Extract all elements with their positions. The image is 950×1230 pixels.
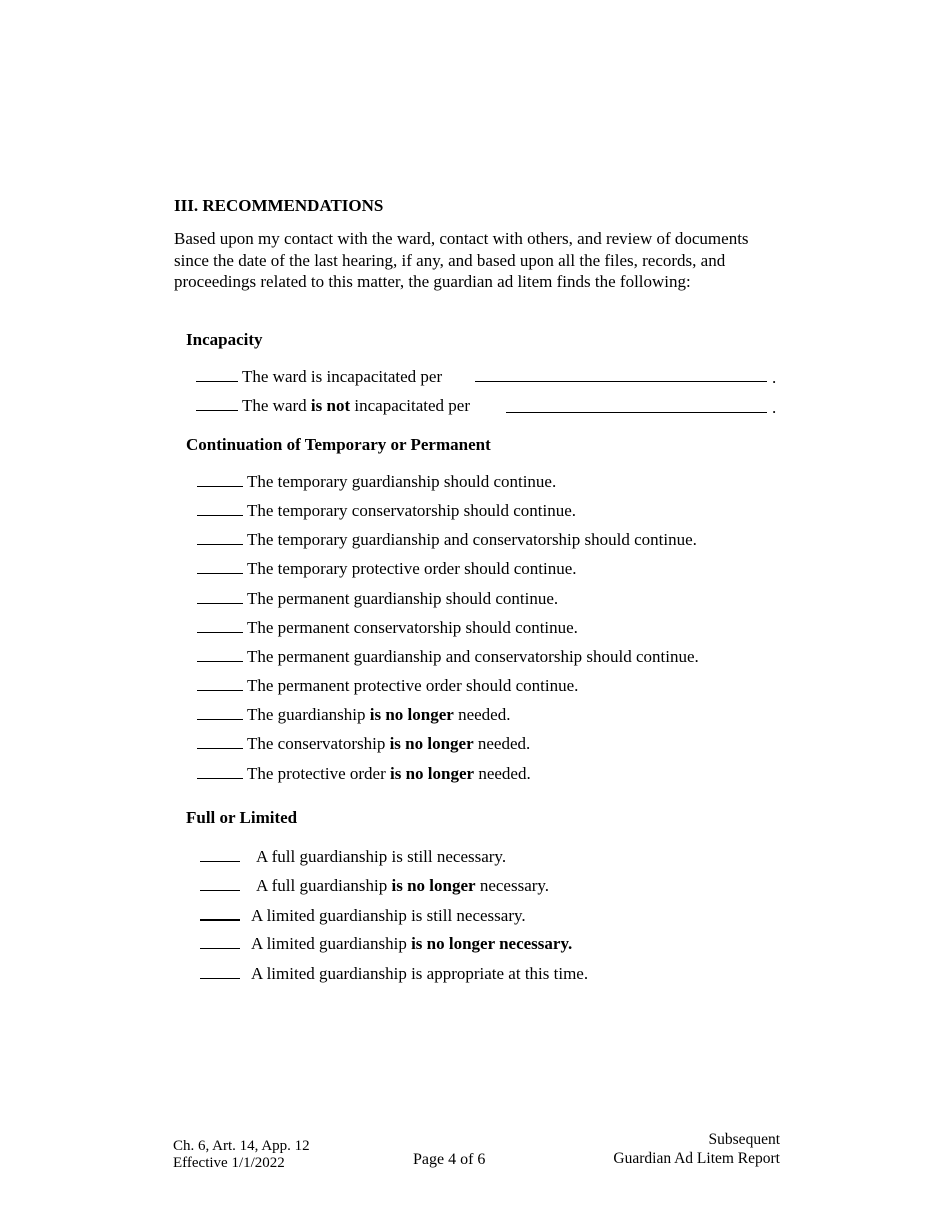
continuation-option: The permanent guardianship and conservatorship should continue. — [197, 646, 699, 667]
full-limited-option: A limited guardianship is no longer necessary. — [200, 933, 572, 954]
continuation-option: The permanent guardianship should continue. — [197, 588, 558, 609]
footer-citation: Ch. 6, Art. 14, App. 12 Effective 1/1/2022 — [173, 1138, 310, 1171]
incapacity-option-not-incapacitated: The ward is not incapacitated per — [196, 395, 470, 416]
continuation-heading: Continuation of Temporary or Permanent — [186, 435, 491, 454]
checkmark-blank[interactable] — [200, 933, 240, 949]
checkmark-blank[interactable] — [197, 588, 243, 604]
incapacity-period: . — [772, 368, 777, 387]
incapacity-period: . — [772, 398, 777, 417]
continuation-option: The conservatorship is no longer needed. — [197, 733, 530, 754]
checkmark-blank[interactable] — [197, 646, 243, 662]
checkmark-blank[interactable] — [200, 846, 240, 862]
continuation-option: The guardianship is no longer needed. — [197, 704, 510, 725]
checkmark-blank[interactable] — [196, 395, 238, 411]
checkmark-blank[interactable] — [196, 366, 238, 382]
continuation-option: The temporary guardianship should continue. — [197, 471, 556, 492]
page-number: Page 4 of 6 — [413, 1151, 486, 1168]
full-limited-heading: Full or Limited — [186, 808, 298, 827]
intro-paragraph: Based upon my contact with the ward, contact with others, and review of documents since the date of the last hearing, if any, and based upon all the files, records, and proceedings related to this matter, the guardian ad litem finds the following: — [174, 229, 749, 291]
checkmark-blank[interactable] — [200, 963, 240, 979]
full-limited-option: A full guardianship is no longer necessary. — [200, 875, 549, 896]
continuation-option: The temporary conservatorship should continue. — [197, 500, 576, 521]
checkmark-blank[interactable] — [197, 617, 243, 633]
incapacitated-per-blank[interactable] — [475, 366, 767, 382]
continuation-option: The protective order is no longer needed. — [197, 763, 531, 784]
full-limited-option: A full guardianship is still necessary. — [200, 846, 506, 867]
checkmark-blank[interactable] — [197, 529, 243, 545]
continuation-option: The permanent conservatorship should continue. — [197, 617, 578, 638]
continuation-option: The temporary guardianship and conservatorship should continue. — [197, 529, 697, 550]
incapacity-option-incapacitated: The ward is incapacitated per — [196, 366, 442, 387]
footer-form-title: Subsequent Guardian Ad Litem Report — [613, 1131, 780, 1167]
incapacity-heading: Incapacity — [186, 330, 263, 349]
checkmark-blank[interactable] — [197, 675, 243, 691]
continuation-option: The permanent protective order should continue. — [197, 675, 578, 696]
not-incapacitated-per-blank[interactable] — [506, 397, 767, 413]
checkmark-blank[interactable] — [197, 704, 243, 720]
checkmark-blank[interactable] — [197, 763, 243, 779]
full-limited-option: A limited guardianship is appropriate at this time. — [200, 963, 588, 984]
checkmark-blank[interactable] — [200, 904, 240, 921]
section-title: III. RECOMMENDATIONS — [174, 196, 384, 215]
checkmark-blank[interactable] — [197, 558, 243, 574]
continuation-option: The temporary protective order should continue. — [197, 558, 577, 579]
full-limited-option: A limited guardianship is still necessary. — [200, 904, 526, 926]
checkmark-blank[interactable] — [197, 500, 243, 516]
checkmark-blank[interactable] — [200, 875, 240, 891]
checkmark-blank[interactable] — [197, 733, 243, 749]
checkmark-blank[interactable] — [197, 471, 243, 487]
